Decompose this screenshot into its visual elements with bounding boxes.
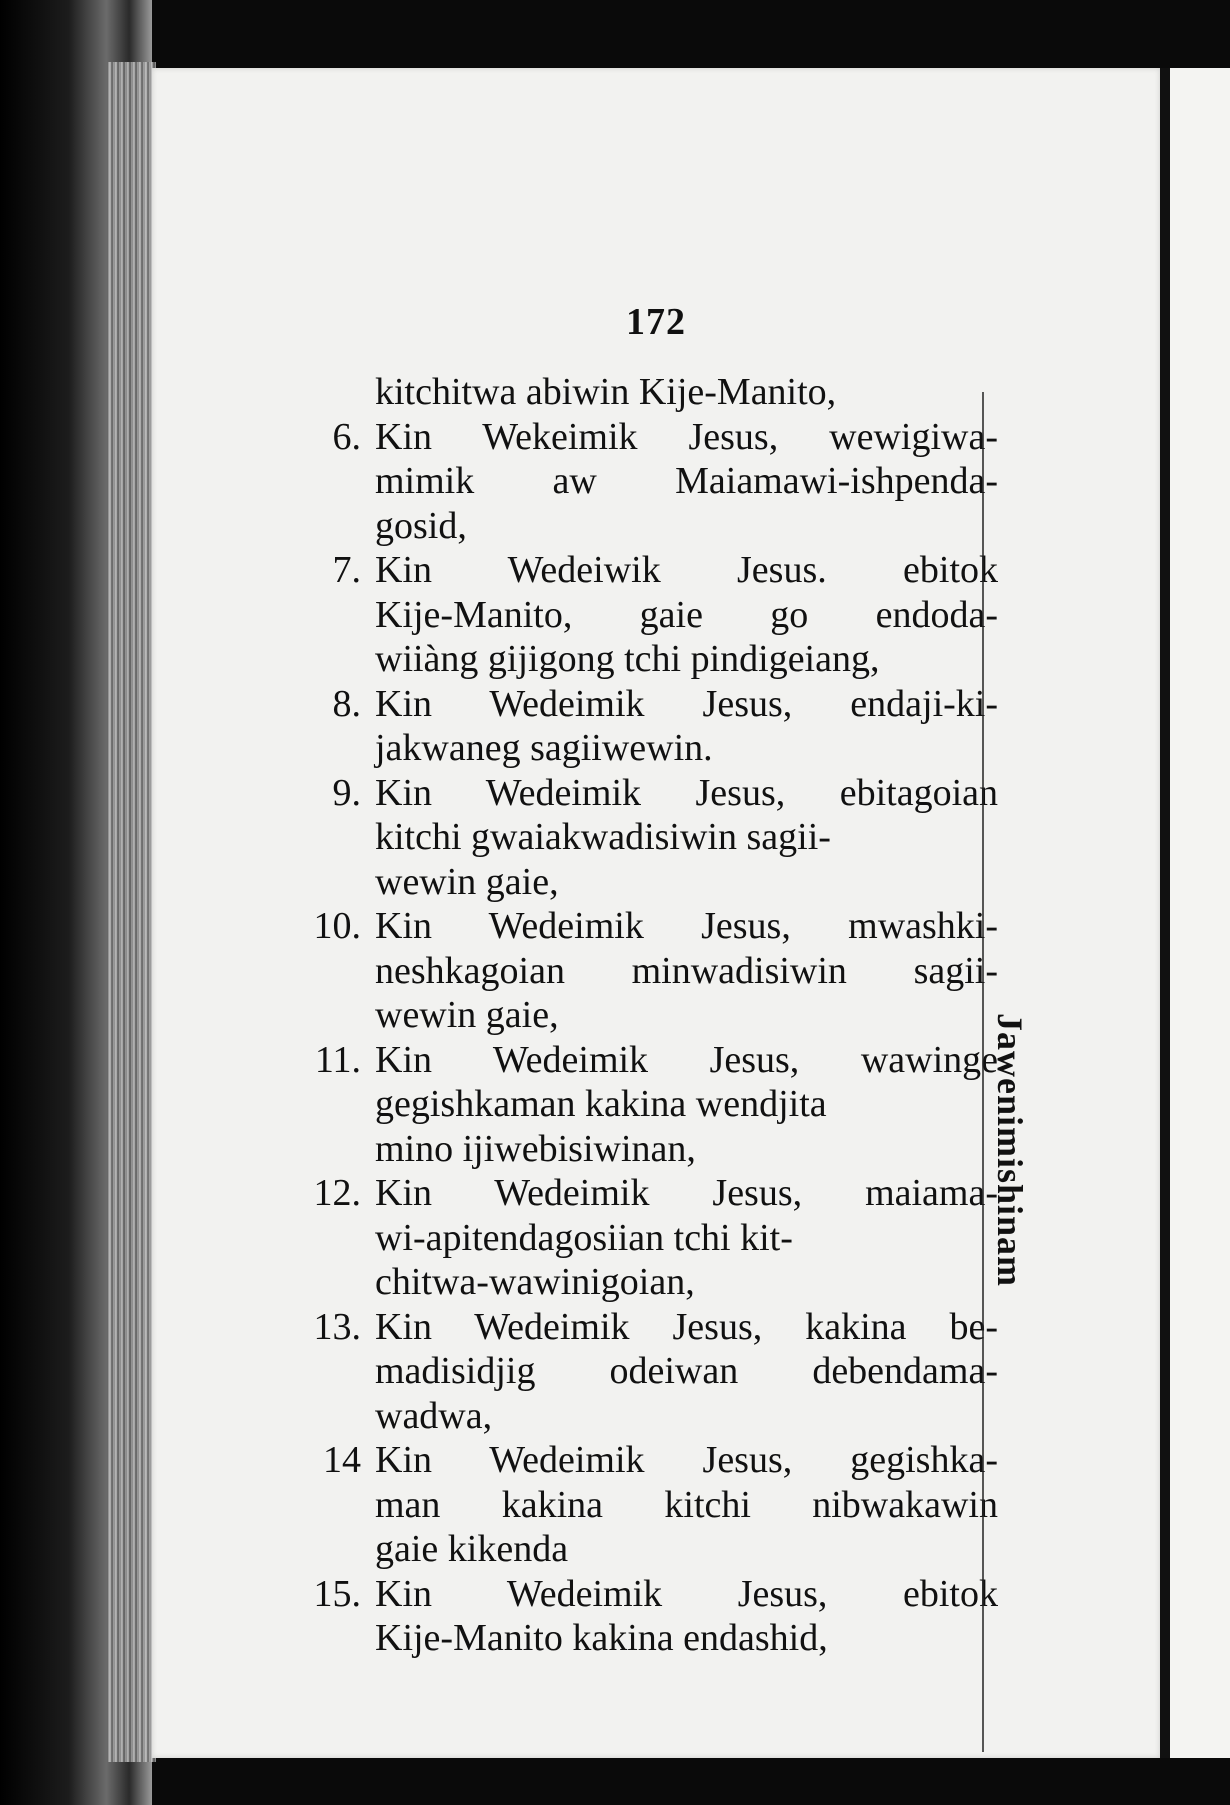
- verse-number: [280, 860, 375, 905]
- line-text-content: gegishkaman kakina wendjita: [375, 1083, 827, 1125]
- line-text: [375, 1394, 998, 1439]
- line-text-content: wewin gaie,: [375, 994, 559, 1036]
- line-text: [375, 1616, 998, 1661]
- line-text-content: jakwaneg sagiiwewin.: [375, 727, 713, 769]
- line-text-content: Kin Wedeimik Jesus, ebitagoian: [375, 771, 998, 814]
- text-line: [280, 370, 998, 415]
- verse-number: [280, 370, 375, 415]
- line-text-content: mino ijiwebisiwinan,: [375, 1127, 696, 1170]
- line-text: [375, 1171, 998, 1216]
- line-text-content: madisidjig odeiwan debendama-: [375, 1350, 998, 1392]
- text-line: [280, 726, 998, 771]
- text-line: [280, 1438, 998, 1483]
- line-text-content: Kin Wedeimik Jesus, gegishka-: [375, 1439, 998, 1481]
- text-line: [280, 949, 998, 994]
- verse-number: 7.: [332, 549, 361, 591]
- line-text: [375, 370, 998, 415]
- text-line: [280, 593, 998, 638]
- text-line: [280, 1527, 998, 1572]
- line-text: [375, 459, 998, 504]
- line-text: [375, 1483, 998, 1528]
- text-line: [280, 548, 998, 593]
- verse-number: 15.: [313, 1572, 361, 1615]
- page-number: 172: [626, 301, 686, 343]
- line-text: [375, 771, 998, 816]
- verse-number: [280, 459, 375, 504]
- line-text-content: gaie kikenda: [375, 1528, 569, 1570]
- line-text-content: Kin Wedeimik Jesus, ebitok: [375, 1572, 998, 1615]
- text-line: [280, 860, 998, 905]
- line-text: [375, 1527, 998, 1572]
- line-text: [375, 415, 998, 460]
- text-line: [280, 1260, 998, 1305]
- line-text: [375, 548, 998, 593]
- facing-page-edge: [1170, 68, 1230, 1758]
- verse-number: 11.: [314, 1038, 361, 1081]
- text-line: [280, 415, 998, 460]
- line-text-content: wi-apitendagosiian tchi kit-: [375, 1216, 793, 1259]
- line-text: [375, 1349, 998, 1394]
- text-line: [280, 993, 998, 1038]
- text-line: [280, 771, 998, 816]
- line-text-content: man kakina kitchi nibwakawin: [375, 1483, 998, 1526]
- line-text: [375, 1038, 998, 1083]
- verse-number: [280, 949, 375, 994]
- verse-number: [280, 1349, 375, 1394]
- verse-number: [280, 1082, 375, 1127]
- verse-number: 13.: [313, 1305, 361, 1348]
- line-text-content: Kin Wekeimik Jesus, wewigiwa-: [375, 415, 998, 458]
- line-text: [375, 504, 998, 549]
- line-text: [375, 593, 998, 638]
- verse-number: [280, 637, 375, 682]
- line-text: [375, 1127, 998, 1172]
- line-text-content: Kin Wedeimik Jesus, endaji-ki-: [375, 682, 998, 725]
- text-line: [280, 1572, 998, 1617]
- line-text-content: wiiàng gijigong tchi pindigeiang,: [375, 638, 880, 680]
- line-text-content: mimik aw Maiamawi-ishpenda-: [375, 460, 998, 502]
- line-text: [375, 1260, 998, 1305]
- text-line: [280, 1038, 998, 1083]
- verse-number: [280, 1394, 375, 1439]
- line-text-content: Kin Wedeimik Jesus, mwashki-: [375, 905, 998, 947]
- litany-text: [280, 370, 998, 1661]
- line-text: [375, 1305, 998, 1350]
- verse-number: 8.: [332, 682, 361, 725]
- verse-number: [280, 593, 375, 638]
- verse-number: [280, 1127, 375, 1172]
- text-line: [280, 1171, 998, 1216]
- verse-number: [280, 1527, 375, 1572]
- line-text: [375, 1572, 998, 1617]
- page-stack-edge: [108, 62, 156, 1762]
- line-text: [375, 682, 998, 727]
- text-line: [280, 1616, 998, 1661]
- verse-number: [280, 1483, 375, 1528]
- margin-title: Jawenimishinam: [990, 1012, 1030, 1288]
- verse-number: 12.: [313, 1172, 361, 1214]
- line-text-content: wadwa,: [375, 1394, 493, 1437]
- line-text-content: chitwa-wawinigoian,: [375, 1261, 695, 1303]
- text-line: [280, 1483, 998, 1528]
- text-line: [280, 1349, 998, 1394]
- text-line: [280, 1127, 998, 1172]
- verse-number: [280, 1260, 375, 1305]
- text-line: [280, 1082, 998, 1127]
- line-text: [375, 860, 998, 905]
- line-text-content: gosid,: [375, 504, 467, 547]
- text-line: [280, 815, 998, 860]
- line-text: [375, 1082, 998, 1127]
- verse-number: [280, 993, 375, 1038]
- line-text: [375, 904, 998, 949]
- line-text: [375, 949, 998, 994]
- verse-number: [280, 504, 375, 549]
- line-text-content: Kin Wedeiwik Jesus. ebitok: [375, 549, 998, 591]
- line-text-content: kitchitwa abiwin Kije-Manito,: [375, 371, 837, 413]
- verse-number: [280, 1216, 375, 1261]
- verse-number: [280, 726, 375, 771]
- text-line: [280, 1394, 998, 1439]
- line-text: [375, 993, 998, 1038]
- text-line: [280, 459, 998, 504]
- line-text-content: Kin Wedeimik Jesus, wawinge: [375, 1038, 998, 1081]
- text-line: [280, 1305, 998, 1350]
- line-text: [375, 637, 998, 682]
- line-text: [375, 1438, 998, 1483]
- line-text: [375, 1216, 998, 1261]
- line-text-content: wewin gaie,: [375, 860, 559, 903]
- line-text: [375, 815, 998, 860]
- line-text-content: kitchi gwaiakwadisiwin sagii-: [375, 816, 831, 858]
- verse-number: 14: [323, 1439, 361, 1481]
- line-text-content: Kije-Manito kakina endashid,: [375, 1617, 828, 1659]
- verse-number: 6.: [332, 415, 361, 458]
- text-line: [280, 682, 998, 727]
- text-line: [280, 904, 998, 949]
- text-line: [280, 504, 998, 549]
- verse-number: [280, 815, 375, 860]
- verse-number: 9.: [332, 771, 361, 814]
- line-text: [375, 726, 998, 771]
- line-text-content: Kije-Manito, gaie go endoda-: [375, 593, 998, 636]
- text-line: [280, 637, 998, 682]
- line-text-content: neshkagoian minwadisiwin sagii-: [375, 949, 998, 992]
- page-gutter: [1160, 68, 1170, 1758]
- line-text-content: Kin Wedeimik Jesus, maiama-: [375, 1172, 998, 1214]
- verse-number: [280, 1616, 375, 1661]
- text-line: [280, 1216, 998, 1261]
- verse-number: 10.: [313, 905, 361, 947]
- line-text-content: Kin Wedeimik Jesus, kakina be-: [375, 1305, 998, 1348]
